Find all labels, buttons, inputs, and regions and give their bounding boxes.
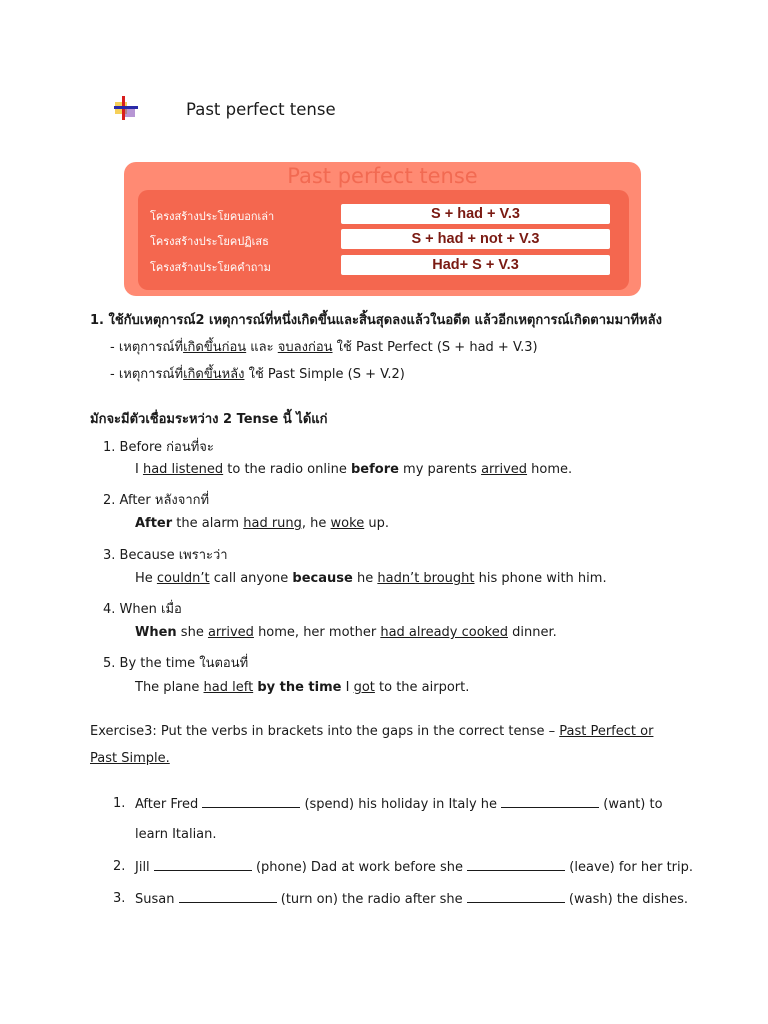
structure-label-affirmative: โครงสร้างประโยคบอกเล่า [150,210,275,223]
connector-label: 1. Before ก่อนที่จะ [103,440,214,455]
connector-example: He couldn’t call anyone because he hadn’t brought his phone with him. [135,571,607,586]
exercise-item: Susan (turn on) the radio after she (wash) the dishes. [135,892,689,907]
structure-formula-affirmative: S + had + V.3 [341,204,610,224]
exercise-item: After Fred (spend) his holiday in Italy he (want) to [135,797,663,812]
connector-example: The plane had left by the time I got to the airport. [135,680,470,695]
exercise-item-number: 1. [113,796,126,811]
connector-example: After the alarm had rung, he woke up. [135,516,389,531]
structure-label-question: โครงสร้างประโยคคำถาม [150,261,271,274]
connector-label: 3. Because เพราะว่า [103,548,228,563]
page-title: Past perfect tense [186,100,336,119]
usage-bullet-2: - เหตุการณ์ที่เกิดขึ้นหลัง ใช้ Past Simple (S + V.2) [110,367,405,382]
answer-blank[interactable] [202,796,300,808]
answer-blank[interactable] [501,796,599,808]
cross-bullet-icon [113,96,139,120]
answer-blank[interactable] [154,859,252,871]
connector-label: 5. By the time ในตอนที่ [103,656,249,671]
connector-label: 4. When เมื่อ [103,602,182,617]
connector-example: When she arrived home, her mother had already cooked dinner. [135,625,557,640]
exercise-item-cont: learn Italian. [135,827,217,842]
exercise-item-number: 3. [113,891,126,906]
answer-blank[interactable] [467,891,565,903]
exercise-item: Jill (phone) Dad at work before she (leave) for her trip. [135,860,694,875]
connector-label: 2. After หลังจากที่ [103,493,210,508]
answer-blank[interactable] [467,859,565,871]
structure-formula-negative: S + had + not + V.3 [341,229,610,249]
usage-bullet-1: - เหตุการณ์ที่เกิดขึ้นก่อน และ จบลงก่อน ใช้ Past Perfect (S + had + V.3) [110,340,538,355]
connectors-heading: มักจะมีตัวเชื่อมระหว่าง 2 Tense นี้ ได้แก่ [90,412,328,427]
usage-heading: 1. ใช้กับเหตุการณ์2 เหตุการณ์ที่หนึ่งเกิดขึ้นและสิ้นสุดลงแล้วในอดีต แล้วอีกเหตุการณ์เกิดตามมาทีหลัง [90,313,662,328]
exercise-heading: Exercise3: Put the verbs in brackets into the gaps in the correct tense – Past Perfect or [90,724,654,739]
exercise-heading-cont: Past Simple. [90,751,170,766]
answer-blank[interactable] [179,891,277,903]
structure-formula-question: Had+ S + V.3 [341,255,610,275]
connector-example: I had listened to the radio online before my parents arrived home. [135,462,573,477]
structure-label-negative: โครงสร้างประโยคปฏิเสธ [150,235,269,248]
exercise-item-number: 2. [113,859,126,874]
structure-box-title: Past perfect tense [287,164,478,188]
